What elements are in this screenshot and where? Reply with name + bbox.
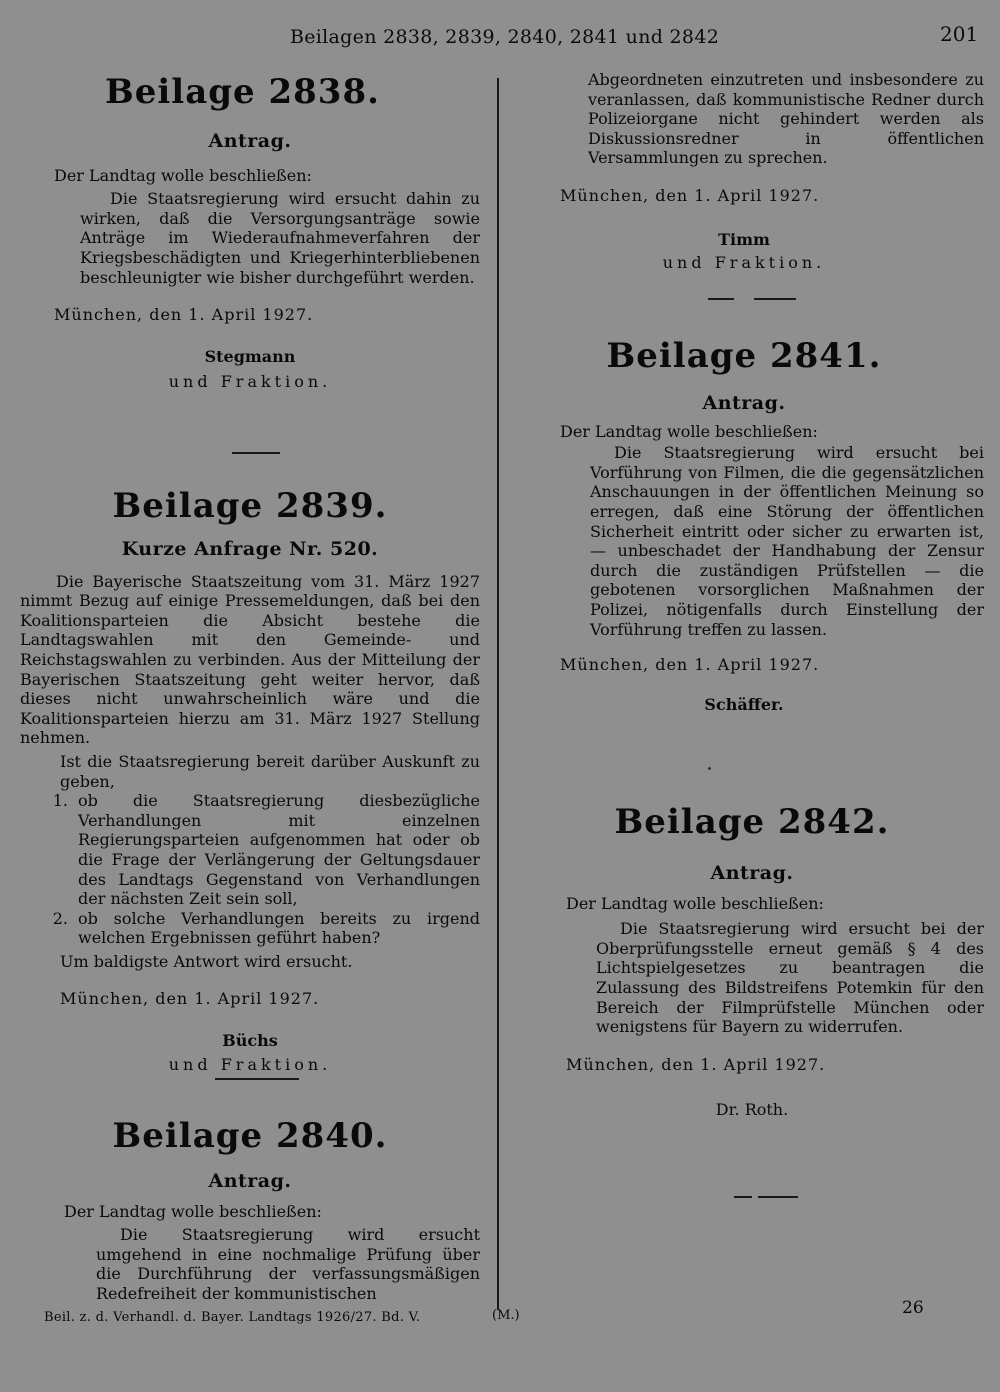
footer-imprint: Beil. z. d. Verhandl. d. Bayer. Landtags 1926/27. Bd. V.	[44, 1310, 421, 1325]
beilage-2838-kind: Antrag.	[208, 130, 292, 152]
beilage-2842-title: Beilage 2842.	[614, 802, 890, 842]
beilage-2842	[560, 802, 984, 1120]
beilage-2842-place-date: München, den 1. April 1927.	[566, 1054, 826, 1074]
beilage-2840-intro: Der Landtag wolle beschließen:	[64, 1201, 322, 1221]
beilage-2838-intro: Der Landtag wolle beschließen:	[54, 165, 312, 185]
beilage-2839-item	[20, 909, 480, 948]
beilage-2839	[20, 486, 480, 1074]
beilage-2839-item	[20, 791, 480, 909]
separator-dot	[708, 767, 711, 770]
beilage-2841-intro: Der Landtag wolle beschließen:	[560, 421, 818, 441]
beilage-2840-kind: Antrag.	[208, 1170, 292, 1192]
beilage-2840-continued	[560, 70, 984, 273]
beilage-2839-closing: Um baldigste Antwort wird ersucht.	[60, 951, 353, 971]
separator-rule	[232, 452, 280, 454]
beilage-2840	[20, 1116, 480, 1304]
item-text: ob die Staatsregierung diesbezügliche Verhandlungen mit einzelnen Regierungsparteien aufgenommen hat oder ob die Frage der Verlängerung der Geltungsdauer des Landtags Gegenstand von Verhandlungen der nächsten Zeit sein soll,	[78, 791, 480, 909]
beilage-2842-body: Die Staatsregierung wird ersucht bei der Oberprüfungsstelle erneut gemäß § 4 des Lichtspielgesetzes zu beantragen die Zulassung des Bildstreifens Potemkin für den Bereich der Filmprüfstelle München oder wenigstens für Bayern zu widerrufen.	[596, 919, 984, 1037]
beilage-2841-title: Beilage 2841.	[606, 336, 882, 376]
beilage-2838-title: Beilage 2838.	[105, 72, 380, 112]
item-number: 1.	[52, 791, 68, 811]
beilage-2838-body: Die Staatsregierung wird ersucht dahin zu wirken, daß die Versorgungsanträge sowie Anträge im Wiederaufnahmeverfahren der Kriegsbeschädigten und Kriegerhinterbliebenen beschleunigter wie bisher durchgeführt werden.	[80, 189, 480, 287]
beilage-2838-signer: Stegmann	[204, 346, 296, 366]
beilage-2841-kind: Antrag.	[702, 392, 786, 414]
beilage-2839-paragraph: Die Bayerische Staatszeitung vom 31. März 1927 nimmt Bezug auf einige Pressemeldungen, daß bei den Koalitionsparteien die Absicht bestehe die Landtagswahlen mit den Gemeinde- und Reichstagswahlen zu verbinden. Aus der Mitteilung der Bayerischen Staatszeitung geht weiter hervor, daß dieses nicht unwahrscheinlich wäre und die Koalitionsparteien hierzu am 31. März 1927 Stellung nehmen.	[20, 571, 480, 748]
beilage-2839-kind: Kurze Anfrage Nr. 520.	[121, 538, 379, 560]
item-text: ob solche Verhandlungen bereits zu irgend welchen Ergebnissen geführt haben?	[78, 908, 480, 948]
beilage-2839-faction: und Fraktion.	[168, 1054, 332, 1074]
separator-rule	[758, 1196, 798, 1198]
separator-rule	[215, 1078, 299, 1080]
beilage-2842-signer: Dr. Roth.	[715, 1100, 789, 1120]
beilage-2839-signer: Büchs	[222, 1031, 278, 1051]
running-title: Beilagen 2838, 2839, 2840, 2841 und 2842	[290, 26, 720, 48]
beilage-2840-body-cont: Abgeordneten einzutreten und insbesondere zu veranlassen, daß kommunistische Redner durch Polizeiorgane nicht gehindert werden als Diskussionsredner in öffentlichen Versammlungen zu sprechen.	[588, 70, 984, 168]
page-number: 201	[940, 22, 979, 46]
beilage-2842-intro: Der Landtag wolle beschließen:	[566, 893, 824, 913]
beilage-2840-faction: und Fraktion.	[662, 253, 826, 273]
beilage-2840-body: Die Staatsregierung wird ersucht umgehend in eine nochmalige Prüfung über die Durchführung der verfassungsmäßigen Redefreiheit der kommunistischen	[96, 1225, 480, 1303]
beilage-2840-signer: Timm	[718, 229, 770, 249]
column-divider	[497, 78, 499, 1310]
beilage-2841-signer: Schäffer.	[704, 694, 784, 714]
beilage-2838	[20, 72, 480, 392]
separator-rule	[734, 1196, 752, 1198]
beilage-2842-kind: Antrag.	[710, 862, 794, 884]
beilage-2840-title: Beilage 2840.	[112, 1116, 388, 1156]
beilage-2839-title: Beilage 2839.	[112, 486, 388, 526]
sheet-number: 26	[902, 1298, 924, 1318]
item-number: 2.	[52, 908, 68, 928]
beilage-2841-place-date: München, den 1. April 1927.	[560, 655, 820, 675]
separator-rule	[708, 298, 734, 300]
beilage-2841-body: Die Staatsregierung wird ersucht bei Vorführung von Filmen, die die gegensätzlichen Anschauungen in der öffentlichen Meinung so erregen, daß eine Störung der öffentlichen Sicherheit eintritt oder sicher zu erwarten ist, — unbeschadet der Handhabung der Zensur durch die zuständigen Prüfstellen — die gebotenen vorsorglichen Maßnahmen der Polizei, nötigenfalls durch Einstellung der Vorführung treffen zu lassen.	[590, 443, 984, 639]
separator-rule	[754, 298, 796, 300]
beilage-2841	[560, 336, 984, 714]
beilage-2840-place-date: München, den 1. April 1927.	[560, 185, 820, 205]
footer-mark: (M.)	[492, 1308, 520, 1323]
beilage-2838-faction: und Fraktion.	[168, 372, 332, 392]
beilage-2839-question: Ist die Staatsregierung bereit darüber Auskunft zu geben,	[60, 751, 480, 791]
beilage-2838-place-date: München, den 1. April 1927.	[54, 305, 314, 325]
beilage-2839-place-date: München, den 1. April 1927.	[60, 989, 320, 1009]
